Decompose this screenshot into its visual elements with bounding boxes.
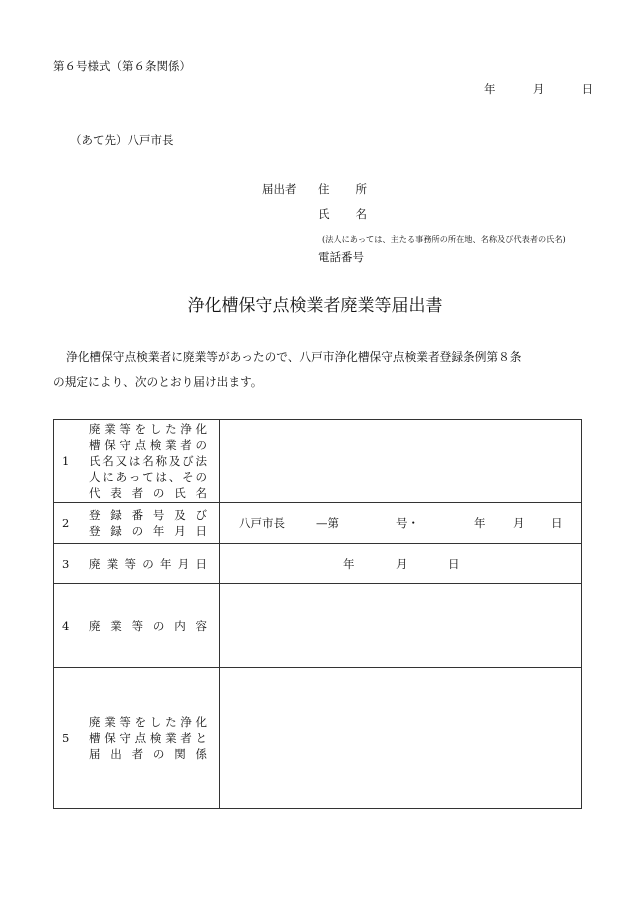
row-5-label-cell <box>54 668 220 809</box>
phone-label: 電話番号 <box>318 250 364 264</box>
row-number: 5 <box>62 731 70 745</box>
body-text-line-2: の規定により、次のとおり届け出ます。 <box>53 375 263 389</box>
row-number: 4 <box>62 618 70 633</box>
row-label-line: 廃業等の年月日 <box>89 556 207 571</box>
table-row <box>54 420 582 503</box>
date-line <box>484 84 593 96</box>
registration-city: 八戸市長 <box>239 516 285 530</box>
date-year-label: 年 <box>484 82 496 96</box>
name-label: 氏名 <box>318 207 393 221</box>
row-label-line: 人にあっては、その <box>89 470 207 484</box>
row-number: 1 <box>62 454 70 468</box>
row-label-line: 廃業等の内容 <box>89 618 207 633</box>
row-label-line: 廃業等をした浄化 <box>89 715 207 729</box>
row-label-line: 届出者の関係 <box>89 747 207 761</box>
discontinuation-month: 月 <box>396 556 408 571</box>
table-row <box>54 668 582 809</box>
row-label-line: 氏名又は名称及び法 <box>89 454 207 468</box>
address-label: 住所 <box>318 182 393 196</box>
row-5-value-cell[interactable] <box>220 668 582 809</box>
row-3-value-cell[interactable] <box>220 544 582 584</box>
row-label-line: 廃業等をした浄化 <box>89 422 207 436</box>
table-row <box>54 503 582 544</box>
row-2-value-cell[interactable] <box>220 503 582 544</box>
notification-table <box>53 419 582 809</box>
row-number: 3 <box>62 556 70 571</box>
discontinuation-day: 日 <box>448 556 460 571</box>
discontinuation-year: 年 <box>343 556 355 571</box>
row-1-value-cell[interactable] <box>220 420 582 503</box>
name-note: (法人にあっては、主たる事務所の所在地、名称及び代表者の氏名) <box>322 234 566 244</box>
registration-year: 年 <box>474 516 486 530</box>
row-4-label-cell <box>54 584 220 668</box>
table-row <box>54 584 582 668</box>
date-month-label: 月 <box>532 82 545 96</box>
registration-month: 月 <box>513 516 525 530</box>
row-4-value-cell[interactable] <box>220 584 582 668</box>
registration-day: 日 <box>551 516 563 530</box>
row-3-label-cell <box>54 544 220 584</box>
row-number: 2 <box>62 516 70 530</box>
row-label-line: 登録の年月日 <box>89 524 207 538</box>
date-day-label: 日 <box>581 82 594 96</box>
table-row <box>54 544 582 584</box>
addressee: （あて先）八戸市長 <box>70 133 174 147</box>
row-1-label-cell <box>54 420 220 503</box>
row-label-line: 代表者の氏名 <box>89 486 207 500</box>
form-number: 第６号様式（第６条関係） <box>53 59 191 73</box>
registration-go: 号・ <box>396 516 419 530</box>
row-2-label-cell <box>54 503 220 544</box>
row-label-line: 槽保守点検業者の <box>89 438 207 452</box>
applicant-label: 届出者 <box>262 182 297 196</box>
registration-dash-no: —第 <box>316 516 339 530</box>
row-label-line: 登録番号及び <box>89 508 207 522</box>
row-label-line: 槽保守点検業者と <box>89 731 207 745</box>
body-text-line-1: 浄化槽保守点検業者に廃業等があったので、八戸市浄化槽保守点検業者登録条例第８条 <box>66 350 522 364</box>
document-title: 浄化槽保守点検業者廃業等届出書 <box>187 296 443 316</box>
